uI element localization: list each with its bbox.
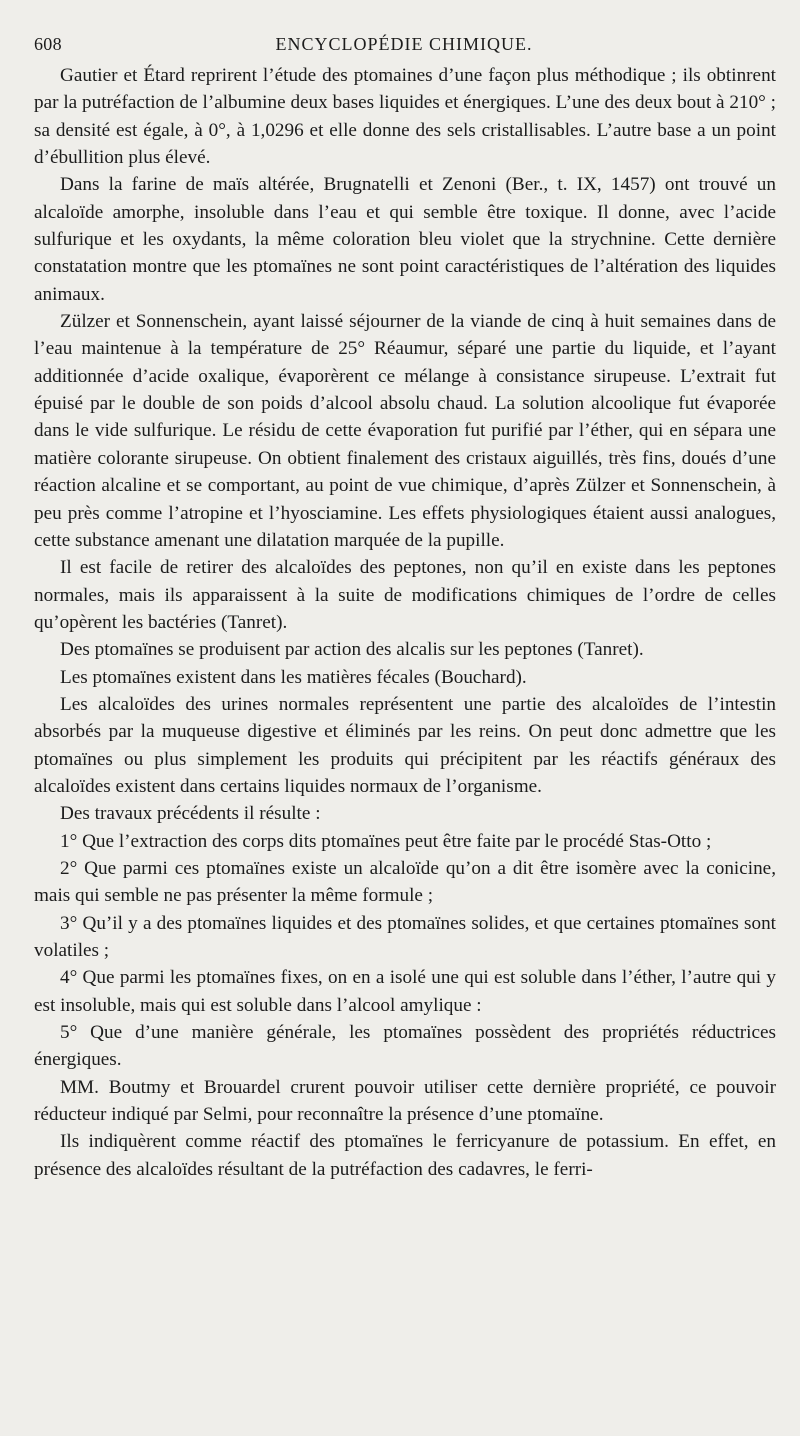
running-title: ENCYCLOPÉDIE CHIMIQUE.: [275, 34, 533, 54]
conclusion-item-3: 3° Qu’il y a des ptomaïnes liquides et des ptomaïnes solides, et que certaines ptomaïnes sont volatiles ;: [34, 912, 776, 961]
page-header: [34, 34, 774, 62]
paragraph-ferricyanure: Ils indiquèrent comme réactif des ptomaïnes le ferricyanure de potassium. En effet, en présence des alcaloïdes résultant de la putréfaction des cadavres, le ferri-: [34, 1131, 776, 1180]
paragraph-brugnatelli-zenoni: Dans la farine de maïs altérée, Brugnatelli et Zenoni (Ber., t. IX, 1457) ont trouvé un alcaloïde amorphe, insoluble dans l’eau et qui semble être toxique. Il donne, avec l’acide sulfurique et les oxydants, la même coloration bleu violet que la strychnine. Cette dernière constatation montre que les ptomaïnes ne sont point caractéristiques de l’altération des liquides animaux.: [34, 174, 776, 305]
page-number: 608: [34, 34, 62, 54]
conclusion-item-5: 5° Que d’une manière générale, les ptomaïnes possèdent des propriétés réductrices énergiques.: [34, 1022, 776, 1071]
paragraph-matieres-fecales: Les ptomaïnes existent dans les matières fécales (Bouchard).: [60, 666, 527, 688]
paragraph-gautier-etard: Gautier et Étard reprirent l’étude des ptomaines d’une façon plus méthodique ; ils obtinrent par la putréfaction de l’albumine deux bases liquides et énergiques. L’une des deux bout à 210° ; sa densité est égale, à 0°, à 1,0296 et elle donne des sels cristallisables. L’autre base a un point d’ébullition plus élevé.: [34, 65, 776, 169]
conclusion-item-2: 2° Que parmi ces ptomaïnes existe un alcaloïde qu’on a dit être isomère avec la conicine, mais qui semble ne pas présenter la même formule ;: [34, 857, 776, 907]
conclusion-item-1: 1° Que l’extraction des corps dits ptomaïnes peut être faite par le procédé Stas-Otto ;: [60, 830, 712, 852]
body-text: [34, 62, 776, 1183]
paragraph-peptones: Il est facile de retirer des alcaloïdes des peptones, non qu’il en existe dans les peptones normales, mais ils apparaissent à la suite de modifications chimiques de l’ordre de celles qu’opèrent les bactéries (Tanret).: [34, 557, 776, 633]
paragraph-zulzer-sonnenschein: Zülzer et Sonnenschein, ayant laissé séjourner de la viande de cinq à huit semaines dans de l’eau maintenue à la température de 25° Réaumur, séparé une partie du liquide, et l’ayant additionnée d’acide oxalique, évaporèrent ce mélange à consistance sirupeuse. L’extrait fut épuisé par le double de son poids d’alcool absolu chaud. La solution alcoolique fut évaporée dans le vide sulfurique. Le résidu de cette évaporation fut purifié par l’éther, qui en sépara une matière colorante sirupeuse. On obtient finalement des cristaux aiguillés, très fins, doués d’une réaction alcaline et se comportant, au point de vue chimique, d’après Zülzer et Sonnenschein, à peu près comme l’atropine et l’hyosciamine. Les effets physiologiques étaient aussi analogues, cette substance amenant une dilatation marquée de la pupille.: [34, 311, 776, 551]
conclusion-item-4: 4° Que parmi les ptomaïnes fixes, on en a isolé une qui est soluble dans l’éther, l’autre qui y est insoluble, mais qui est soluble dans l’alcool amylique :: [34, 967, 776, 1016]
paragraph-urines-normales: Les alcaloïdes des urines normales représentent une partie des alcaloïdes de l’intestin absorbés par la muqueuse digestive et éliminés par les reins. On peut donc admettre que les ptomaïnes ou plus simplement les produits qui précipitent par les réactifs généraux des alcaloïdes existent dans certains liquides normaux de l’organisme.: [34, 693, 776, 797]
paragraph-conclusions-intro: Des travaux précédents il résulte :: [60, 803, 321, 825]
paragraph-boutmy-brouardel: MM. Boutmy et Brouardel crurent pouvoir utiliser cette dernière propriété, ce pouvoir réducteur indiqué par Selmi, pour reconnaître la présence d’une ptomaïne.: [34, 1076, 776, 1126]
paragraph-alcalis-peptones: Des ptomaïnes se produisent par action des alcalis sur les peptones (Tanret).: [60, 639, 644, 661]
